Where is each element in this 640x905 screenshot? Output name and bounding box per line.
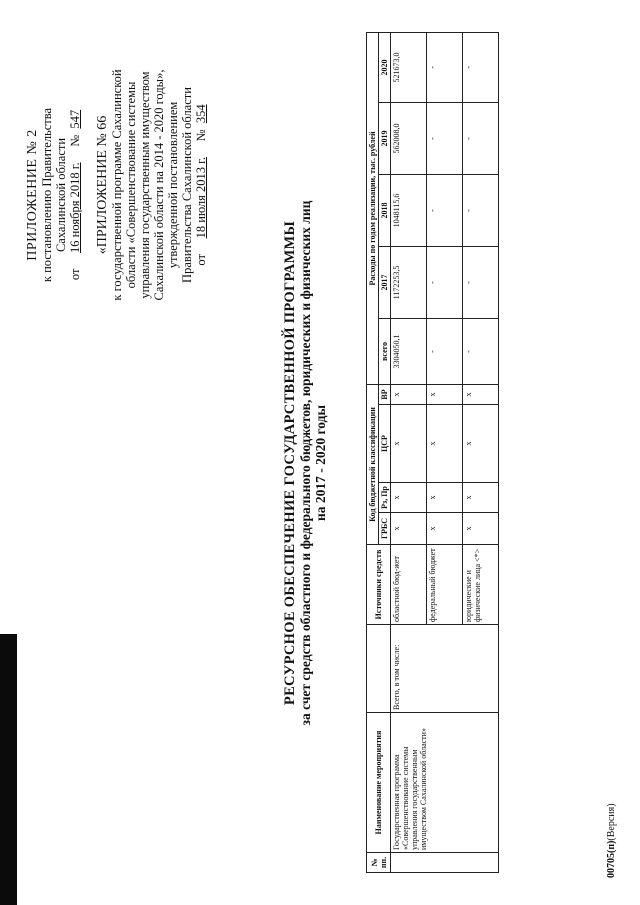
heading-line2: за счет средств областного и федерального бюджетов, юридических и физических лиц <box>298 200 313 726</box>
footer-code: 00705(п) <box>606 840 617 878</box>
col-empty-header <box>367 625 391 713</box>
appendix-title: ПРИЛОЖЕНИЕ № 2 <box>25 129 40 261</box>
program-name-cell: Государственная программа «Совершенствование системы управления государственным имуществом Сахалинской области» <box>391 713 499 853</box>
heading-line1: РЕСУРСНОЕ ОБЕСПЕЧЕНИЕ ГОСУДАРСТВЕННОЙ ПРОГРАММЫ <box>282 220 298 706</box>
appendix2-number: 354 <box>194 104 208 124</box>
table-row: юридические и физические лица <*> x x x x - - - - - <box>463 32 499 872</box>
appendix2-date: 18 июля 2013 г. <box>194 156 208 239</box>
table-row: Государственная программа «Совершенствование системы управления государственным имуществом Сахалинской области» Всего, в том числе: областной бюд-жет x x x x 3304050,1 1172253,5 1048115,6 562008,0 521673,0 <box>391 32 427 872</box>
appendix-line2: Сахалинской области <box>54 137 68 253</box>
resource-table <box>366 32 499 873</box>
incl-cell: Всего, в том числе: <box>391 625 499 713</box>
table-header-row1 <box>367 32 379 872</box>
appendix-date: 16 ноября 2018 г. <box>68 162 82 253</box>
appendix-line1: к постановлению Правительства <box>40 107 54 283</box>
appendix2-date-line: от 18 июля 2013 г. № 354 <box>194 104 208 266</box>
col-expenses-header: Расходы по годам реализации, тыс. рублей <box>367 32 379 384</box>
heading-line3: на 2017 - 2020 годы <box>313 404 328 522</box>
document-heading <box>283 163 328 763</box>
col-num-header: № пп. <box>367 853 391 873</box>
col-source-header: Источники средств <box>367 545 391 625</box>
appendix-number: 547 <box>68 109 82 129</box>
footer <box>606 803 617 878</box>
appendix-date-line: от 16 ноября 2018 г. № 547 <box>68 109 82 281</box>
appendix2-title: «ПРИЛОЖЕНИЕ № 66 <box>95 115 110 255</box>
appendix2-block: «ПРИЛОЖЕНИЕ № 66 к государственной программе Сахалинской области «Совершенствование системы управления государственным имуществом Сахалинской области на 2014 - 2020 годы», утвержденной постановлением Правительства Сахалинской области от 18 июля 2013 г. № 354 <box>96 25 208 345</box>
col-budget-header: Код бюджетной классификации <box>367 384 379 544</box>
footer-version: (Версия) <box>606 803 617 841</box>
table-header-row2: ГРБС Рз, Пр ЦСР ВР всего 2017 2018 2019 2020 <box>379 32 391 872</box>
table-row: федеральный бюджет x x x x - - - - - <box>427 32 463 872</box>
col-name-header: Наименование мероприятия <box>367 713 391 853</box>
appendix-block <box>26 45 82 345</box>
